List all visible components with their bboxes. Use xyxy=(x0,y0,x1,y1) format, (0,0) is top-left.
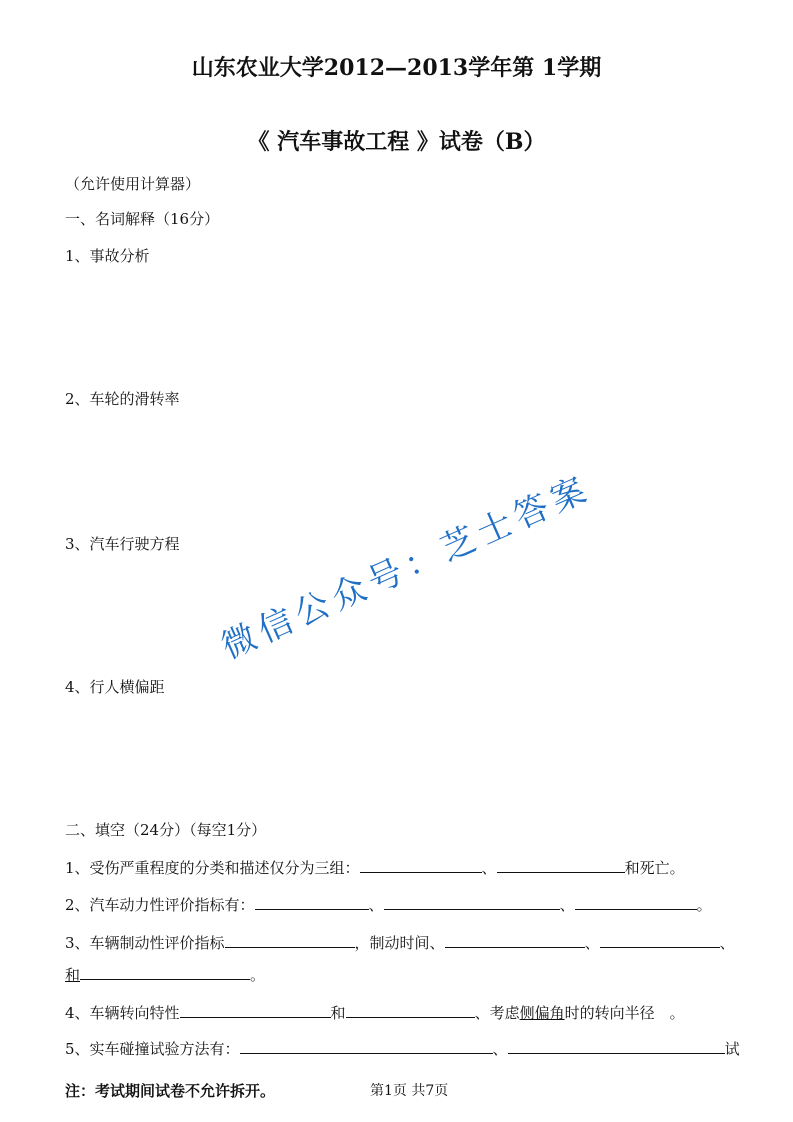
term-item: 4、行人横偏距 xyxy=(65,678,165,696)
answer-blank[interactable] xyxy=(255,893,369,910)
answer-blank[interactable] xyxy=(600,931,720,948)
answer-blank[interactable] xyxy=(346,1001,475,1018)
section2-heading: 二、填空（24分）（每空1分） xyxy=(65,821,267,839)
answer-blank[interactable] xyxy=(384,893,560,910)
fill-question-1: 1、受伤严重程度的分类和描述仅分为三组： 、 和死亡。 xyxy=(65,856,685,878)
answer-blank[interactable] xyxy=(80,963,250,980)
answer-blank[interactable] xyxy=(508,1037,725,1054)
section1-heading: 一、名词解释（16分） xyxy=(65,210,220,228)
fill-question-4: 4、车辆转向特性 和 、考虑侧偏角时的转向半径 。 xyxy=(65,1001,685,1023)
university-title: 山东农业大学2012—2013学年第 1学期 xyxy=(191,55,602,81)
answer-blank[interactable] xyxy=(575,893,697,910)
answer-blank[interactable] xyxy=(445,931,585,948)
term-item: 2、车轮的滑转率 xyxy=(65,390,180,408)
term-item: 1、事故分析 xyxy=(65,247,150,265)
footer-note: 注：考试期间试卷不允许拆开。 xyxy=(65,1082,276,1100)
fill-question-5: 5、实车碰撞试验方法有： 、 试 xyxy=(65,1037,740,1059)
page-number: 第1页 共7页 xyxy=(370,1083,449,1099)
fill-question-3-cont: 和 。 xyxy=(65,963,265,985)
answer-blank[interactable] xyxy=(497,856,625,873)
answer-blank[interactable] xyxy=(225,931,355,948)
answer-blank[interactable] xyxy=(240,1037,493,1054)
calculator-note: （允许使用计算器） xyxy=(65,175,201,193)
term-item: 3、汽车行驶方程 xyxy=(65,535,180,553)
watermark: 微信公众号：芝士答案 xyxy=(215,468,598,668)
fill-question-2: 2、汽车动力性评价指标有： 、 、 。 xyxy=(65,893,712,915)
exam-title: 《 汽车事故工程 》试卷（B） xyxy=(247,129,546,155)
fill-question-3: 3、车辆制动性评价指标 ，制动时间、 、 、 xyxy=(65,931,735,953)
answer-blank[interactable] xyxy=(180,1001,331,1018)
answer-blank[interactable] xyxy=(360,856,482,873)
